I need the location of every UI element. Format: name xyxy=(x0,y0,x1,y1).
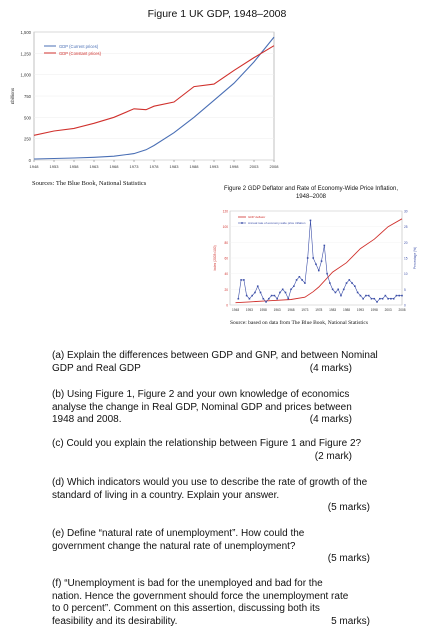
figure2-inflation-point xyxy=(401,295,403,297)
figure2-inflation-point xyxy=(238,298,240,300)
figure2-inflation-point xyxy=(240,279,242,281)
figure2-inflation-point xyxy=(368,295,370,297)
figure2-inflation-point xyxy=(271,295,273,297)
figure2-inflation-point xyxy=(246,295,248,297)
question-c-text: (c) Could you explain the relationship between Figure 1 and Figure 2? xyxy=(52,438,362,449)
figure1-legend-label: GDP (Constant prices) xyxy=(59,50,102,56)
figure2-legend-marker-inflation xyxy=(241,222,243,224)
figure1-legend-label: GDP (Current prices) xyxy=(59,43,99,49)
figure1-xtick-label: 2003 xyxy=(249,164,259,169)
figure1-xtick-label: 1983 xyxy=(169,164,179,169)
figure2-xtick-label: 1988 xyxy=(342,308,351,312)
question-d-marks: (5 marks) xyxy=(327,502,370,513)
figure2-inflation-point xyxy=(396,295,398,297)
figure1-ytick-label: 1,000 xyxy=(20,72,31,78)
figure2-legend-label-inflation: Annual rate of economy-wide price inflation xyxy=(248,221,306,226)
figure2-inflation-point xyxy=(332,289,334,291)
figure2-inflation-point xyxy=(285,292,287,294)
question-d-text: (d) Which indicators would you use to describe the rate of growth of the standard of living in a country. Explain your answer. xyxy=(52,477,368,501)
figure2-inflation-point xyxy=(318,270,320,272)
figure2-inflation-point xyxy=(315,263,317,265)
figure2-xtick-label: 1958 xyxy=(259,308,267,312)
figure2-inflation-point xyxy=(249,298,251,300)
figure2-inflation-point xyxy=(390,298,392,300)
figure2-inflation-point xyxy=(385,295,387,297)
figure2-ytick-right-label: 30 xyxy=(404,209,408,214)
figure2-inflation-point xyxy=(293,285,295,287)
figure2-inflation-point xyxy=(257,285,259,287)
figure2-xtick-label: 1948 xyxy=(232,308,240,312)
question-b-marks: (4 marks) xyxy=(309,414,352,425)
figure2-inflation-point xyxy=(304,282,306,284)
figure2-inflation-point xyxy=(265,301,267,303)
figure2-ytick-right-label: 20 xyxy=(404,240,408,245)
question-b-text: (b) Using Figure 1, Figure 2 and your own knowledge of economics analyse the change in Real GDP, Nominal GDP and prices between 1948 and 2008. xyxy=(52,389,352,425)
figure2-xtick-label: 1993 xyxy=(356,308,364,312)
figure2-inflation-point xyxy=(307,257,309,259)
figure2-ytick-left-label: 100 xyxy=(222,225,228,230)
figure2-inflation-point xyxy=(310,220,312,222)
figure2-inflation-point xyxy=(343,289,345,291)
figure2-inflation-point xyxy=(287,298,289,300)
figure2-inflation-point xyxy=(274,295,276,297)
figure2-inflation-point xyxy=(348,279,350,281)
question-f-text: (f) “Unemployment is bad for the unemployed and bad for the nation. Hence the government should force the unemployment rate to 0 percent”. Comment on this assertion, discussing both its feasibility and its desirability. xyxy=(52,578,349,627)
figure2-xtick-label: 2008 xyxy=(398,308,406,312)
figure2-inflation-point xyxy=(282,289,284,291)
figure2-xtick-label: 2003 xyxy=(384,308,392,312)
figure2-inflation-point xyxy=(279,292,281,294)
question-a-marks: (4 marks) xyxy=(309,362,352,374)
figure2-inflation-point xyxy=(376,301,378,303)
question-c-marks: (2 mark) xyxy=(314,450,352,462)
figure2-xtick-label: 1973 xyxy=(301,308,309,312)
figure1-xtick-label: 1948 xyxy=(29,164,39,169)
figure2-ytick-left-label: 80 xyxy=(224,240,228,245)
figure2-inflation-point xyxy=(340,295,342,297)
figure2-inflation-point xyxy=(371,298,373,300)
figure2-xtick-label: 1998 xyxy=(370,308,378,312)
figure2-chart xyxy=(210,205,420,320)
figure1-xtick-label: 1998 xyxy=(229,164,239,169)
figure2-inflation-point xyxy=(393,298,395,300)
figure2-inflation-point xyxy=(260,292,262,294)
question-e-text: (e) Define “natural rate of unemployment”. How could the government change the natural rate of unemployment? xyxy=(52,528,305,552)
figure2-ytick-left-label: 40 xyxy=(224,272,228,277)
figure2-title xyxy=(196,185,426,201)
question-c xyxy=(52,438,382,462)
figure2-inflation-point xyxy=(296,279,298,281)
figure2-ylabel-right: Percentage (%) xyxy=(413,246,417,270)
question-d xyxy=(52,477,382,513)
figure2-xtick-label: 1983 xyxy=(329,308,337,312)
figure2-xtick-label: 1953 xyxy=(245,308,253,312)
figure1-chart xyxy=(6,22,286,182)
figure2-inflation-point xyxy=(301,279,303,281)
figure2-ytick-left-label: 20 xyxy=(224,287,228,292)
figure2-inflation-point xyxy=(254,292,256,294)
figure1-xtick-label: 1973 xyxy=(129,164,139,169)
figure1-xtick-label: 1963 xyxy=(89,164,99,169)
figure2-inflation-point xyxy=(335,292,337,294)
figure1-title: Figure 1 UK GDP, 1948–2008 xyxy=(147,8,287,20)
figure1-ytick-label: 750 xyxy=(24,94,31,99)
figure2-series-line-deflator xyxy=(236,219,403,303)
figure2-inflation-point xyxy=(354,285,356,287)
figure2-inflation-point xyxy=(262,298,264,300)
question-e-marks: (5 marks) xyxy=(327,553,370,564)
figure2-inflation-point xyxy=(337,289,339,291)
question-f xyxy=(52,578,382,628)
figure1-ytick-label: 1,500 xyxy=(20,30,31,35)
figure2-inflation-point xyxy=(387,298,389,300)
figure2-inflation-point xyxy=(382,298,384,300)
figure2-title-line1: Figure 2 GDP Deflator and Rate of Economy-Wide Price Inflation, xyxy=(224,186,398,192)
figure1-source: Sources: The Blue Book, National Statistics xyxy=(32,180,147,187)
figure2-xtick-label: 1978 xyxy=(315,308,323,312)
figure2-ytick-right-label: 10 xyxy=(404,272,408,277)
figure2-legend-label-deflator: GDP deflator xyxy=(248,215,266,220)
figure2-ytick-right-label: 15 xyxy=(404,256,408,261)
figure2-inflation-point xyxy=(360,295,362,297)
figure1-xtick-label: 1968 xyxy=(109,164,119,169)
figure2-ytick-left-label: 60 xyxy=(224,256,228,261)
figure1-ytick-label: 250 xyxy=(24,136,31,142)
figure2-inflation-point xyxy=(324,245,326,247)
figure2-ytick-left-label: 0 xyxy=(226,303,228,308)
figure1-xtick-label: 2008 xyxy=(269,164,279,169)
figure2-xtick-label: 1963 xyxy=(273,308,281,312)
question-a xyxy=(52,350,382,375)
figure2-inflation-point xyxy=(290,289,292,291)
question-b xyxy=(52,389,382,427)
figure1-xtick-label: 1988 xyxy=(189,164,199,169)
figure2-inflation-point xyxy=(299,276,301,278)
figure1-xtick-label: 1958 xyxy=(69,164,79,169)
figure2-title-line2: 1948–2008 xyxy=(295,194,327,200)
figure2-inflation-point xyxy=(268,298,270,300)
figure2-inflation-point xyxy=(357,292,359,294)
figure1-xtick-label: 1978 xyxy=(149,164,159,169)
figure2-ytick-right-label: 5 xyxy=(404,287,406,292)
figure2-inflation-point xyxy=(251,295,253,297)
figure2-ytick-right-label: 25 xyxy=(404,225,408,230)
figure2-inflation-point xyxy=(362,298,364,300)
figure2-inflation-point xyxy=(398,295,400,297)
figure1-xtick-label: 1953 xyxy=(49,164,59,169)
figure2-ytick-right-label: 0 xyxy=(404,303,406,308)
figure2-inflation-point xyxy=(379,298,381,300)
figure1-series-line-constant xyxy=(34,43,274,136)
figure2-inflation-point xyxy=(243,279,245,281)
figure2-series-line-inflation xyxy=(238,220,402,302)
figure1-xtick-label: 1993 xyxy=(209,164,219,169)
figure2-ylabel-left: Index (2003=100) xyxy=(213,245,217,271)
figure2-inflation-point xyxy=(312,257,314,259)
figure2-inflation-point xyxy=(321,260,323,262)
figure2-inflation-point xyxy=(346,282,348,284)
figure1-ytick-label: 500 xyxy=(24,115,31,121)
figure2-inflation-point xyxy=(373,298,375,300)
figure1-ytick-label: 1,250 xyxy=(20,51,31,57)
question-e xyxy=(52,528,382,564)
figure1-ytick-label: 0 xyxy=(28,158,31,163)
figure2-inflation-point xyxy=(326,273,328,275)
figure2-inflation-point xyxy=(365,295,367,297)
figure2-inflation-point xyxy=(351,282,353,284)
figure2-source: Source: based on data from The Blue Book, National Statistics xyxy=(230,320,368,326)
question-a-text: (a) Explain the differences between GDP and GNP, and between Nominal GDP and Real GDP xyxy=(52,350,378,374)
figure2-inflation-point xyxy=(329,282,331,284)
figure1-ylabel: £billions xyxy=(10,87,15,105)
figure2-inflation-point xyxy=(276,298,278,300)
question-f-marks: 5 marks) xyxy=(331,615,370,627)
figure2-xtick-label: 1968 xyxy=(287,308,295,312)
figure2-ytick-left-label: 120 xyxy=(222,209,228,214)
